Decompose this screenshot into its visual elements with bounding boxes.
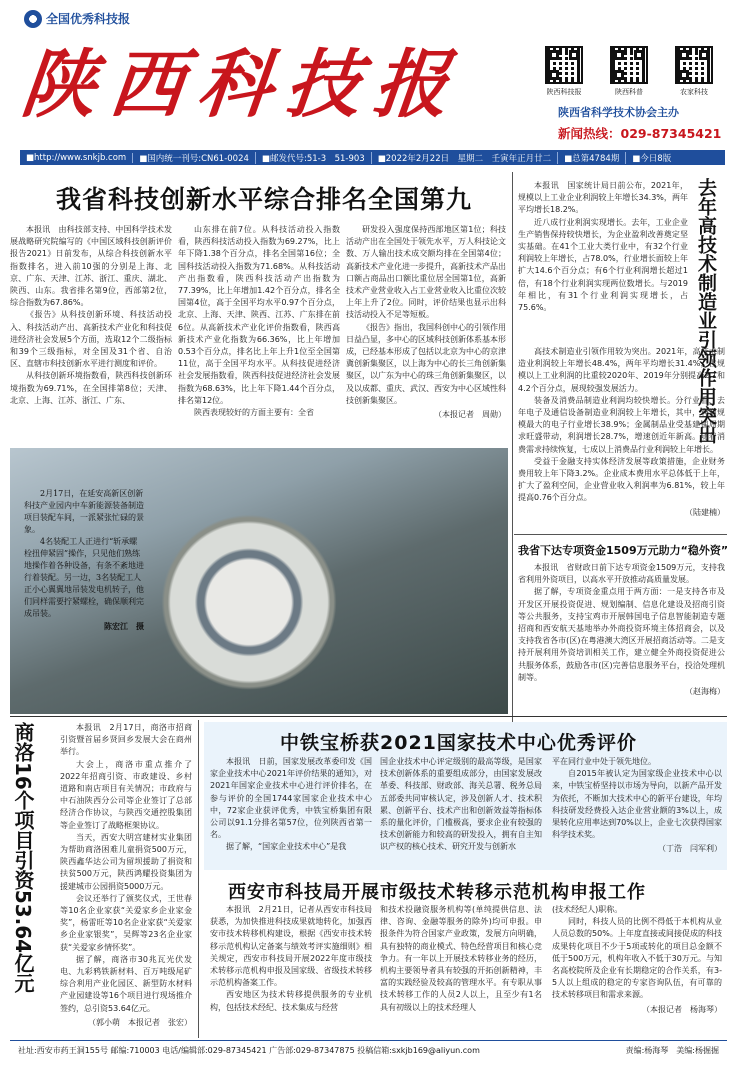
byline: （赵海梅）: [685, 687, 725, 697]
paragraph: 本报讯 日前，国家发展改革委印发《国家企业技术中心2021年评价结果的通知》，对2021年国家企业技术中心进行评价排名，在参与评价的全国1744家国家企业技术中心中，72家企业获评优秀，中铁宝桥集团有限公司以91.1分排名第57位，位列陕西省第一名。: [210, 757, 372, 840]
footer-editors: 责编:杨海琴 美编:杨掘掘: [625, 1046, 719, 1055]
postal-code: ■邮发代号:51-3 51-903: [256, 152, 372, 164]
qr-label: 农家科技: [680, 88, 708, 96]
middle-column-2: [380, 756, 542, 854]
qr-code-icon: [610, 46, 648, 84]
paragraph: 本报讯 省财政日前下达专项资金1509万元，支持我省利用外资项目，以高水平开放推动高质量发展。: [518, 563, 725, 585]
paragraph: (技术经纪人)职称。: [552, 905, 623, 914]
qr-code-icon: [675, 46, 713, 84]
column-divider: [512, 172, 513, 722]
paragraph: 本报讯 由科技部支持、中国科学技术发展战略研究院编写的《中国区域科技创新评价报告2021》日前发布，从综合科技创新水平指数排名，进入前10强的分别是上海、北京、广东、天津、江苏、浙江、重庆、湖北、陕西、山东。我省排名第9位，西部第2位，综合指数为67.86%。: [10, 225, 172, 308]
bottom-column-3: [552, 904, 722, 1016]
lead-headline: 我省科技创新水平综合排名全国第九: [56, 185, 473, 214]
paragraph: 据了解，专项资金重点用于两方面：一是支持各市及开发区开展投资促进、规划编制、信息化建设及招商引资等公共服务，支持宝鸡市开展韩国电子信息智能制造专题招商和西安航天基地举办外商投资环境主体招商会，以及支持我省各市(区)在粤港澳大湾区开展招商活动等。二是支持开展利用外资培训相关工作，建立健全外商投资促进公共服务体系，鼓励各市(区)完善信息服务平台，投洽处理机制等。: [518, 587, 725, 682]
paragraph: 自2015年被认定为国家级企业技术中心以来，中铁宝桥坚持以市场为导向，以新产品开发为依托，不断加大技术中心的新平台建设，年均科技研发经费投入达企业营业额的3%以上，成果转化应用率达到70%以上，企业七次获得国家科学技术奖。: [552, 769, 722, 840]
paragraph: 高技术制造业引领作用较为突出。2021年，高技术制造业利润较上年增长48.4%，两年平均增长31.4%，占规模以上工业利润的比重较2020年、2019年分别提高2.1和4.2个百分点，展现较强发展活力。: [518, 347, 725, 393]
right-vertical-headline: 去年高技术制造业引领作用突出: [695, 178, 717, 444]
paragraph: 平在同行业中处于领先地位。: [552, 757, 656, 766]
qr-label: 陕西科技报: [546, 88, 582, 96]
website-url[interactable]: ■http://www.snkjb.com: [20, 153, 133, 163]
paragraph: 受益于金融支持实体经济发展等政策措施，企业财务费用较上年下降3.2%。企业成本费用水平总体低于上年，扩大了盈利空间，企业营业收入利润率为6.81%，较上年提高0.76个百分点。: [518, 456, 725, 503]
cn-number: ■国内统一刊号:CN61-0024: [133, 152, 256, 164]
paragraph: 研发投入强度保持西部地区第1位；科技活动产出在全国处于领先水平，万人科技论文数、万人输出技术成交额均排在全国第4位；高新技术产业化进一步提升，高新技术产品出口额占商品出口额比重位居全国第1位，高新技术产业营业收入占工业营业收入比重位次较上年上升了2位。同时，评价结果也显示出科技活动投入不足等短板。: [346, 225, 506, 320]
caption-text: 4名装配工人正进行“斩承螺栓扭伸紧固”操作，只见他们熟练地操作着各种设备，有条不紊地进行着装配。另一边，3名装配工人正小心翼翼地吊装发电机转子，他们同样需要拧紧螺栓，确保顺利完成吊装。: [24, 537, 144, 618]
footer-bar: [10, 1040, 727, 1060]
bottom-column-1: [210, 904, 372, 1014]
factory-photo: [10, 448, 508, 714]
award-emblem-icon: [24, 10, 42, 28]
paragraph: 《报告》指出，我国科创中心的引领作用日益凸显，多中心的区域科技创新体系基本形成，已经基本形成了包括以北京为中心的京津冀创新集聚区，以上海为中心的长三角创新集聚区，以广东为中心的珠三角创新集聚区，以及以成都、重庆、武汉、西安为中心区域性科技创新集聚区。: [346, 322, 506, 405]
paragraph: 山东排在前7位。从科技活动投入指数看，陕西科技活动投入指数为69.27%，比上年下降1.38个百分点，排名全国第16位；全国科技活动投入指数为71.68%。从科技活动产出指数看，陕西科技活动产出指数为77.39%，比上年增加1.42个百分点，排名全国第4位，高于全国平均水平0.97个百分点，北京、上海、天津、陕西、江苏、广东排在前6位。从高新技术产业化评价指数看，陕西高新技术产业化指数为66.36%，比上年增加0.53个百分点，排名比上年上升1位至全国第11位，高于全国平均水平。从科技促进经济社会发展指数看，陕西科技促进经济社会发展指数为68.63%，比上年下降1.44个百分点，排名第12位。: [178, 225, 340, 405]
byline: （陆建楠）: [685, 507, 725, 517]
right-story-body-cont: [518, 346, 725, 519]
paragraph: 本报讯 国家统计局日前公布，2021年，规模以上工业企业利润较上年增长34.3%，两年平均增长18.2%。: [518, 181, 688, 215]
paragraph: 装备及消费品制造业利润均较快增长。分行业看，去年电子及通信设备制造业利润较上年增长，其中，利润规模最大的电子行业增长38.9%；金属制品业受基建铺周期求旺盛带动，利润增长28.7%，增速创近年新高。随着消费需求持续恢复，七成以上消费品行业利润较上年增长。: [518, 395, 725, 454]
byline: （本报记者 周勋）: [434, 410, 506, 420]
lead-column-2: [178, 224, 340, 419]
issue-number: ■总第4784期: [558, 152, 626, 164]
right-second-body: [518, 562, 725, 698]
paragraph: 从科技创新环境指数看，陕西科技创新环境指数为69.71%，在全国排第8位；天津、北京、上海、江苏、浙江、广东、: [10, 371, 172, 405]
photo-credit: 陈宏江 摄: [104, 621, 144, 631]
info-bar: [20, 150, 725, 165]
paragraph: 和技术投融资服务机构等(单纯提供信息、法律、咨询、金融等服务的除外)均可申报。申报条件为符合国家产业政策，发展方向明确，具有独特的商业模式、特色经营项目和核心竞争力。有一年以上开展技术转移业务的经历，机构主要领导者具有较强的开拓创新精神，丰富的实践经验及较高的管理水平。有专职从事技术转移工作的人员2人以上，且至少有1名具有初级以上的技术经理人: [380, 905, 542, 1012]
lead-column-3: [346, 224, 506, 421]
paragraph: 本报讯 2月17日，商洛市招商引资暨首届乡贤回乡发展大会在商州举行。: [60, 723, 192, 757]
paragraph: 近八成行业利润实现增长。去年，工业企业生产销售保持较快增长，为企业盈利改善奠定坚实基础。在41个工业大类行业中，有32个行业利润较上年增长，占78.0%，行业增长面较上年扩大14.6个百分点；有6个行业利润增长超过1倍，有18个行业利润实现两位数增长。与2019年相比，有31个行业利润实现增长，占75.6%。: [518, 217, 688, 313]
bottom-column-2: [380, 904, 542, 1014]
middle-column-3: [552, 756, 722, 856]
masthead-tag: 全国优秀科技报: [46, 12, 131, 26]
right-second-headline: 我省下达专项资金1509万元助力“稳外资”: [518, 544, 729, 557]
paragraph: 据了解，商洛市30兆瓦光伏发电、九彩鸦铁新材料、百万吨级尾矿综合利用产业化园区、新型防水材料产业园建设等16个项目进行现场推介签约，总引资53.64亿元。: [60, 954, 192, 1013]
lead-column-1: [10, 224, 172, 407]
section-divider: [514, 534, 727, 535]
issue-date: ■2022年2月22日 星期二 壬寅年正月廿二: [372, 152, 558, 164]
paragraph: 据了解，“国家企业技术中心”是我: [226, 842, 347, 852]
left-story-body: [60, 722, 192, 1029]
byline: （郭小萌 本报记者 张宏）: [88, 1017, 192, 1027]
byline: （丁浩 闫军利）: [658, 844, 722, 854]
paragraph: 当天，西安大明宫建材实业集团为帮助商洛困难儿童捐资500万元，陕西鑫华达公司为留坝援助了捐资和扶贫500万元，陕西鸿耀投资集团为援建城市公园捐资5000万元。: [60, 832, 192, 891]
paragraph: 西安地区为技术转移提供服务的专业机构，包括技术经纪、技术集成与经营: [210, 990, 372, 1012]
section-divider: [10, 716, 727, 717]
bottom-headline: 西安市科技局开展市级技术转移示范机构申报工作: [228, 882, 646, 903]
paragraph: 大会上，商洛市重点推介了2022年招商引资、市政建设、乡村道路和南店项目有关情况；市政府与中石油陕西分公司等企业签订了总部经济合作协议，与陕西交通控股集团等企业签订了战略框架协议。: [60, 759, 192, 830]
middle-headline: 中铁宝桥获2021国家技术中心优秀评价: [280, 732, 637, 754]
masthead: [0, 0, 735, 150]
paragraph: 陕西表现较好的方面主要有：全省: [194, 408, 314, 418]
masthead-logo: 陕西科技报: [17, 42, 467, 128]
paragraph: 会议还举行了颁奖仪式，王世春等10名企业家获“关爱家乡企业家金奖”，杨雷旺等10名企业家获“关爱家乡企业家银奖”，吴辉等23名企业家获“关爱家乡情怀奖”。: [60, 893, 192, 952]
photo-caption: [24, 488, 144, 632]
paragraph: 《报告》从科技创新环境、科技活动投入、科技活动产出、高新技术产业化和科技促进经济社会发展5个方面，选取12个二级指标和39个三级指标，对全国及31个省、自治区、直辖市科技创新水平进行测度和评价。: [10, 310, 172, 369]
qr-code-icon: [545, 46, 583, 84]
sponsor: 陕西省科学技术协会主办: [558, 106, 679, 119]
right-story-body: [518, 180, 688, 314]
paragraph: 国企业技术中心评定级别的最高等级，是国家技术创新体系的重要组成部分，由国家发展改革委、科技部、财政部、海关总署、税务总局五部委共同审核认定，涉及创新人才、技术积累、创新平台、技术产出和创新效益等指标体系的量化评价，门槛极高，要求企业有较强的技术创新能力和较高的研发投入，拥有自主知识产权的核心技术、研究开发与创新水: [380, 757, 542, 852]
hotline: 新闻热线：029-87345421: [558, 126, 722, 141]
byline: （本报记者 杨海琴）: [642, 1004, 722, 1014]
left-vertical-headline: 商洛16个项目引资53.64亿元: [11, 722, 35, 994]
page-count: ■今日8版: [632, 153, 672, 164]
column-divider: [198, 720, 199, 1038]
paragraph: 本报讯 2月21日，记者从西安市科技局获悉，为加快推进科技成果就地转化，加强西安市技术转移机构建设，根据《西安市技术转移示范机构认定备案与绩效考评实施细则》相关规定，西安市科技局开展2022年度市级技术转移示范机构申报及国家级、省级技术转移示范机构备案工作。: [210, 905, 372, 988]
qr-label: 陕西科普: [615, 88, 643, 96]
paragraph: 同时，科技人员的比例不得低于本机构从业人员总数的50%。上年度直接或间接促成的科技成果转化项目不少于5项或转化的项目总金额不低于500万元，机构年收入不低于30万元。与知名高校院所及企业有长期稳定的合作关系，有3-5人以上组成的稳定的专家咨询队伍，有可靠的技术转移项目和需求来源。: [552, 917, 722, 1000]
middle-column-1: [210, 756, 372, 854]
caption-text: 2月17日，在延安高新区创新科技产业园内中车新能源装备制造项目装配车间，一派紧张忙碌的景象。: [24, 489, 144, 534]
footer-address: 社址:西安市药王洞155号 邮编:710003 电话/编辑部:029-87345421 广告部:029-87347875 投稿信箱:sxkjb169@aliyun.com: [18, 1046, 480, 1055]
